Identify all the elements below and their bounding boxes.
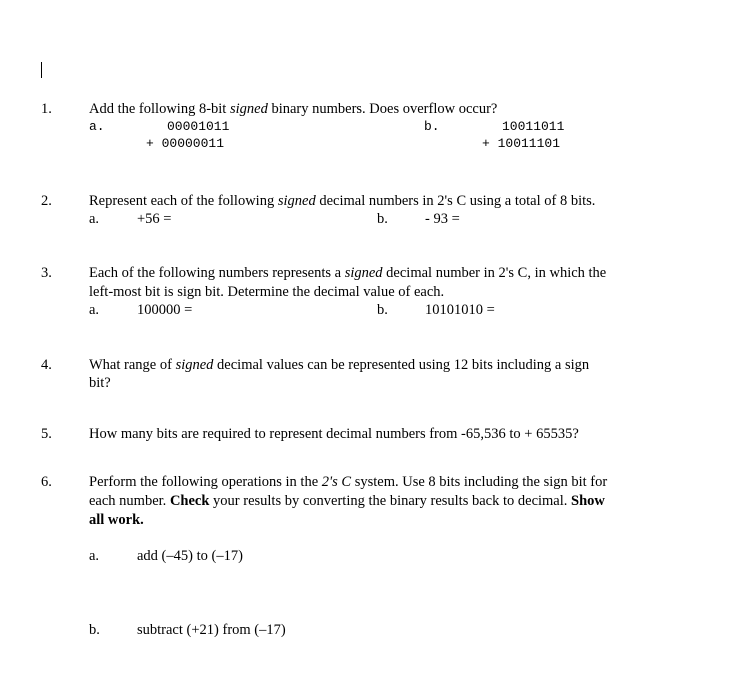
q3-a-label: a.: [89, 302, 100, 318]
q2-b-label: b.: [377, 211, 388, 227]
question-number-5: 5.: [41, 426, 52, 442]
question-5-text: How many bits are required to represent decimal numbers from -65,536 to + 65535?: [89, 426, 579, 442]
q6-a-text: add (–45) to (–17): [137, 548, 243, 564]
question-4-line-1: What range of signed decimal values can be represented using 12 bits including a sign: [89, 357, 590, 373]
q3-b-label: b.: [377, 302, 388, 318]
q1-b-top: 10011011: [502, 119, 565, 134]
question-number-1: 1.: [41, 101, 52, 117]
question-1-text: Add the following 8-bit signed binary numbers. Does overflow occur?: [89, 101, 498, 117]
question-number-6: 6.: [41, 474, 52, 490]
question-number-4: 4.: [41, 357, 52, 373]
q3-a-value: 100000 =: [137, 302, 193, 318]
q3-b-value: 10101010 =: [425, 302, 495, 318]
q1-b-label: b.: [424, 119, 440, 134]
q1-a-bottom: + 00000011: [146, 136, 225, 151]
q2-a-value: +56 =: [137, 211, 172, 227]
q2-a-label: a.: [89, 211, 100, 227]
question-4-line-2: bit?: [89, 375, 111, 391]
question-6-line-1: Perform the following operations in the 2's C system. Use 8 bits including the sign bit for: [89, 474, 608, 490]
q1-a-label: a.: [89, 119, 105, 134]
question-2-text: Represent each of the following signed decimal numbers in 2's C using a total of 8 bits.: [89, 193, 596, 209]
question-number-2: 2.: [41, 193, 52, 209]
question-6-line-2: each number. Check your results by converting the binary results back to decimal. Show: [89, 493, 605, 509]
q1-b-bottom: + 10011101: [482, 136, 561, 151]
q6-b-text: subtract (+21) from (–17): [137, 622, 286, 638]
question-3-line-2: left-most bit is sign bit. Determine the decimal value of each.: [89, 284, 445, 300]
q1-a-top: 00001011: [167, 119, 230, 134]
q6-a-label: a.: [89, 548, 100, 564]
question-3-line-1: Each of the following numbers represents a signed decimal number in 2's C, in which the: [89, 265, 607, 281]
question-number-3: 3.: [41, 265, 52, 281]
text-cursor: [41, 62, 42, 78]
q6-b-label: b.: [89, 622, 100, 638]
question-6-line-3: all work.: [89, 512, 144, 528]
q2-b-value: - 93 =: [425, 211, 460, 227]
